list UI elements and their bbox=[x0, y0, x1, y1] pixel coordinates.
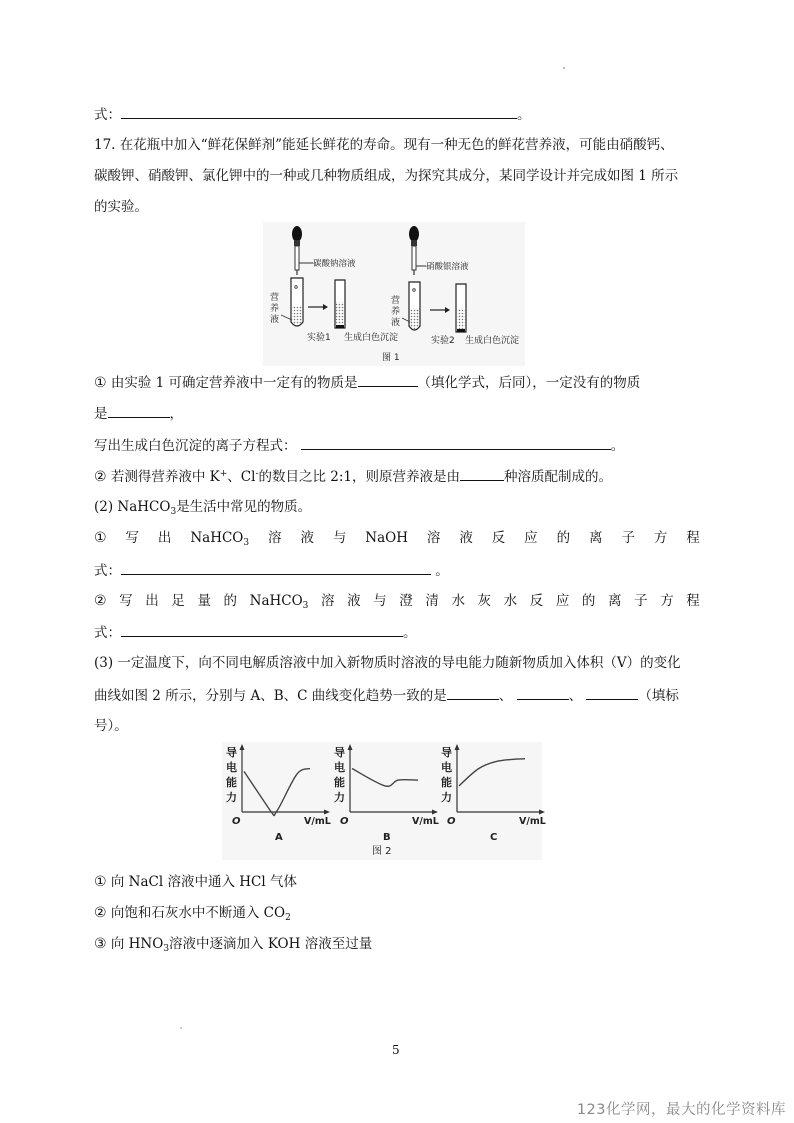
separator: 、 bbox=[568, 688, 583, 704]
answer-blank[interactable] bbox=[121, 104, 517, 119]
word: 反 bbox=[529, 593, 544, 609]
x-axis-label: V/mL bbox=[412, 816, 439, 827]
word: 子 bbox=[621, 530, 635, 546]
q17-p2-text: 若测得营养液中 K bbox=[110, 469, 220, 485]
y-axis-label-char: 力 bbox=[334, 791, 345, 804]
superscript: - bbox=[255, 469, 259, 479]
origin-label: O bbox=[340, 816, 349, 827]
q17-p1-line3 bbox=[94, 435, 624, 456]
word: 液 bbox=[300, 530, 314, 546]
result-label-1: 生成白色沉淀 bbox=[344, 333, 399, 343]
panel-label-c: C bbox=[490, 832, 498, 843]
curve-a bbox=[244, 769, 310, 816]
separator: 、 bbox=[498, 688, 513, 704]
word: 清 bbox=[425, 593, 439, 609]
scan-speck bbox=[180, 1027, 182, 1029]
word: 应 bbox=[524, 530, 538, 546]
x-axis-arrow-icon bbox=[539, 810, 545, 815]
figure-1-drawing bbox=[263, 222, 525, 366]
q17-p2-text: 的数目之比 2:1，则原营养液是由 bbox=[258, 469, 461, 485]
answer-blank[interactable] bbox=[586, 685, 638, 700]
word: 水 bbox=[451, 593, 465, 609]
prev-answer-line bbox=[94, 104, 531, 125]
y-axis-arrow-icon bbox=[240, 744, 245, 750]
option-3 bbox=[94, 934, 372, 954]
y-axis-label-char: 力 bbox=[441, 791, 452, 804]
word: 足 bbox=[171, 593, 185, 609]
x-axis-label: V/mL bbox=[304, 816, 331, 827]
y-axis-label-char: 导 bbox=[334, 746, 345, 759]
arrow-right-icon-1 bbox=[308, 304, 328, 310]
test-tube-1 bbox=[291, 278, 303, 326]
word: 出 bbox=[145, 593, 159, 609]
curve-c bbox=[459, 759, 525, 786]
q-suffix: 。 bbox=[435, 563, 449, 579]
dropper-icon-2 bbox=[409, 226, 419, 275]
item-marker: ① bbox=[94, 375, 107, 391]
item-marker: ② bbox=[94, 593, 107, 609]
word: 溶 bbox=[268, 530, 282, 546]
reagent-label-1: 碳酸钠溶液 bbox=[313, 259, 356, 269]
dropper-icon-1 bbox=[292, 226, 302, 275]
answer-blank[interactable] bbox=[358, 372, 418, 387]
scan-speck bbox=[563, 67, 565, 69]
word: NaHCO$_3$ bbox=[190, 530, 250, 548]
superscript: + bbox=[219, 469, 228, 479]
figure-2-chart bbox=[222, 742, 546, 860]
y-axis-label-char: 导 bbox=[226, 746, 237, 759]
y-axis-label-char: 能 bbox=[226, 776, 237, 789]
subscript: 2 bbox=[285, 913, 291, 923]
solution-label-char: 养 bbox=[270, 304, 280, 314]
q-suffix: 。 bbox=[403, 625, 417, 641]
q17-p2-line bbox=[94, 466, 612, 487]
word: 离 bbox=[608, 593, 622, 609]
page-number: 5 bbox=[392, 1043, 400, 1057]
leader-line bbox=[281, 315, 292, 320]
word: 离 bbox=[589, 530, 603, 546]
x-axis-arrow-icon bbox=[432, 810, 438, 815]
word: 出 bbox=[157, 530, 172, 546]
answer-blank[interactable] bbox=[121, 560, 431, 575]
answer-blank[interactable] bbox=[108, 403, 170, 418]
panel-label-b: B bbox=[383, 832, 391, 843]
reagent-label-2: 硝酸银溶液 bbox=[426, 262, 469, 272]
x-axis-label: V/mL bbox=[519, 816, 546, 827]
chart-panel-c bbox=[441, 744, 546, 843]
prev-suffix: 。 bbox=[517, 107, 531, 123]
part2-q2-line2 bbox=[94, 622, 417, 643]
option-2 bbox=[94, 903, 291, 923]
word: 反 bbox=[491, 530, 506, 546]
result-tube-1 bbox=[335, 280, 345, 328]
q-prefix: 式： bbox=[94, 563, 121, 579]
word: 与 bbox=[332, 530, 347, 546]
figure-1 bbox=[263, 222, 525, 366]
word: NaHCO$_3$ bbox=[249, 593, 309, 611]
q-prefix: 式： bbox=[94, 625, 121, 641]
part2-q1-line2 bbox=[94, 560, 449, 581]
word: 写 bbox=[119, 593, 133, 609]
q17-p1-line2 bbox=[94, 403, 183, 424]
answer-blank[interactable] bbox=[460, 466, 504, 481]
item-marker: ② bbox=[94, 469, 107, 485]
answer-blank[interactable] bbox=[121, 622, 403, 637]
word: 的 bbox=[223, 593, 238, 609]
figure-2 bbox=[222, 742, 546, 860]
q17-p1-text: ， bbox=[169, 406, 183, 422]
word: 液 bbox=[347, 593, 361, 609]
y-axis-label-char: 能 bbox=[334, 776, 345, 789]
word: 与 bbox=[373, 593, 387, 609]
part3-line3: 号）。 bbox=[94, 718, 128, 734]
q17-p1-text: 。 bbox=[610, 438, 625, 454]
part3-text: 曲线如图 2 所示，分别与 A、B、C 曲线变化趋势一致的是 bbox=[94, 688, 447, 704]
word: 子 bbox=[634, 593, 648, 609]
q17-p1-text: 是 bbox=[94, 406, 108, 422]
q17-intro-2: 碳酸钾、硝酸钾、氯化钾中的一种或几种物质组成，为探究其成分，某同学设计并完成如图 1 所示 bbox=[94, 168, 679, 184]
watermark: 123化学网，最大的化学资料库 bbox=[576, 1102, 786, 1118]
part2-q1-line1 bbox=[94, 528, 700, 548]
option-text: 向饱和石灰水中不断通入 CO bbox=[110, 905, 286, 921]
part2-q2-line1 bbox=[94, 591, 700, 611]
word: 水 bbox=[503, 593, 518, 609]
word: NaOH bbox=[365, 530, 408, 546]
y-axis-label-char: 电 bbox=[226, 761, 237, 774]
part3-line1: (3) 一定温度下，向不同电解质溶液中加入新物质时溶液的导电能力随新物质加入体积（V）的变化 bbox=[94, 655, 681, 671]
subscript: 3 bbox=[170, 507, 177, 517]
word: 程 bbox=[686, 530, 700, 546]
solution-label-char: 营 bbox=[391, 296, 401, 306]
word: 的 bbox=[556, 530, 571, 546]
y-axis-label-char: 电 bbox=[334, 761, 345, 774]
word: 溶 bbox=[320, 593, 335, 609]
item-marker: ① bbox=[94, 874, 107, 890]
y-axis-arrow-icon bbox=[455, 744, 460, 750]
chart-panel-b bbox=[334, 744, 439, 843]
q17-intro-3: 的实验。 bbox=[94, 199, 148, 215]
curve-b bbox=[352, 769, 418, 787]
subscript: 3 bbox=[163, 944, 170, 954]
figure-1-caption: 图 1 bbox=[382, 353, 400, 363]
word: 液 bbox=[459, 530, 473, 546]
item-marker: ③ bbox=[94, 936, 107, 952]
word: 程 bbox=[686, 593, 700, 609]
answer-blank[interactable] bbox=[447, 685, 499, 700]
answer-blank[interactable] bbox=[301, 435, 611, 450]
q17-p1-text: 写出生成白色沉淀的离子方程式： bbox=[94, 438, 297, 454]
part3-line2 bbox=[94, 685, 679, 706]
word: 灰 bbox=[477, 593, 492, 609]
origin-label: O bbox=[447, 816, 456, 827]
experiment-1-label: 实验1 bbox=[307, 333, 331, 343]
item-marker: ① bbox=[94, 530, 107, 546]
result-tube-2 bbox=[456, 284, 466, 332]
chart-panel-a bbox=[226, 744, 331, 843]
word: 澄 bbox=[399, 593, 413, 609]
part2-title-text: 是生活中常见的物质。 bbox=[176, 499, 312, 515]
prev-prefix: 式： bbox=[94, 107, 121, 123]
result-label-2: 生成白色沉淀 bbox=[465, 336, 520, 346]
q17-p1-text: 由实验 1 可确定营养液中一定有的物质是 bbox=[110, 375, 358, 391]
q17-intro-1: 17. 在花瓶中加入“鲜花保鲜剂”能延长鲜花的寿命。现有一种无色的鲜花营养液，可能由硝酸钙、 bbox=[94, 137, 674, 153]
solution-label-char: 养 bbox=[391, 307, 401, 317]
item-marker: ② bbox=[94, 905, 107, 921]
part2-title-text: (2) NaHCO bbox=[94, 499, 171, 515]
q17-p2-text: 、Cl bbox=[227, 469, 256, 485]
y-axis-label-char: 电 bbox=[441, 761, 452, 774]
solution-label-char: 营 bbox=[270, 293, 280, 303]
q17-p1-line1 bbox=[94, 372, 640, 393]
y-axis-arrow-icon bbox=[348, 744, 353, 750]
y-axis-label-char: 力 bbox=[226, 791, 237, 804]
option-text: 向 HNO bbox=[110, 936, 164, 952]
test-tube-2 bbox=[409, 282, 420, 330]
y-axis-label-char: 能 bbox=[441, 776, 452, 789]
answer-blank[interactable] bbox=[517, 685, 569, 700]
experiment-2-label: 实验2 bbox=[431, 336, 455, 346]
q17-p2-text: 种溶质配制成的。 bbox=[504, 469, 613, 485]
arrow-right-icon-2 bbox=[430, 307, 450, 313]
solution-label-char: 液 bbox=[270, 315, 280, 325]
word: 量 bbox=[197, 593, 211, 609]
origin-label: O bbox=[232, 816, 241, 827]
y-axis-label-char: 导 bbox=[441, 746, 452, 759]
option-text: 向 NaCl 溶液中通入 HCl 气体 bbox=[110, 874, 297, 890]
option-text: 溶液中逐滴加入 KOH 溶液至过量 bbox=[169, 936, 373, 952]
panel-label-a: A bbox=[275, 832, 283, 843]
part3-text: （填标 bbox=[638, 688, 679, 704]
word: 的 bbox=[581, 593, 596, 609]
word: 方 bbox=[660, 593, 674, 609]
word: 溶 bbox=[426, 530, 441, 546]
figure-2-caption: 图 2 bbox=[372, 846, 392, 857]
q17-p1-text: （填化学式，后同），一定没有的物质 bbox=[417, 375, 641, 391]
word: 应 bbox=[555, 593, 570, 609]
solution-label-char: 液 bbox=[391, 318, 401, 328]
word: 写 bbox=[125, 530, 139, 546]
x-axis-arrow-icon bbox=[324, 810, 330, 815]
option-1 bbox=[94, 872, 297, 892]
word: 方 bbox=[653, 530, 668, 546]
part2-title bbox=[94, 497, 311, 517]
